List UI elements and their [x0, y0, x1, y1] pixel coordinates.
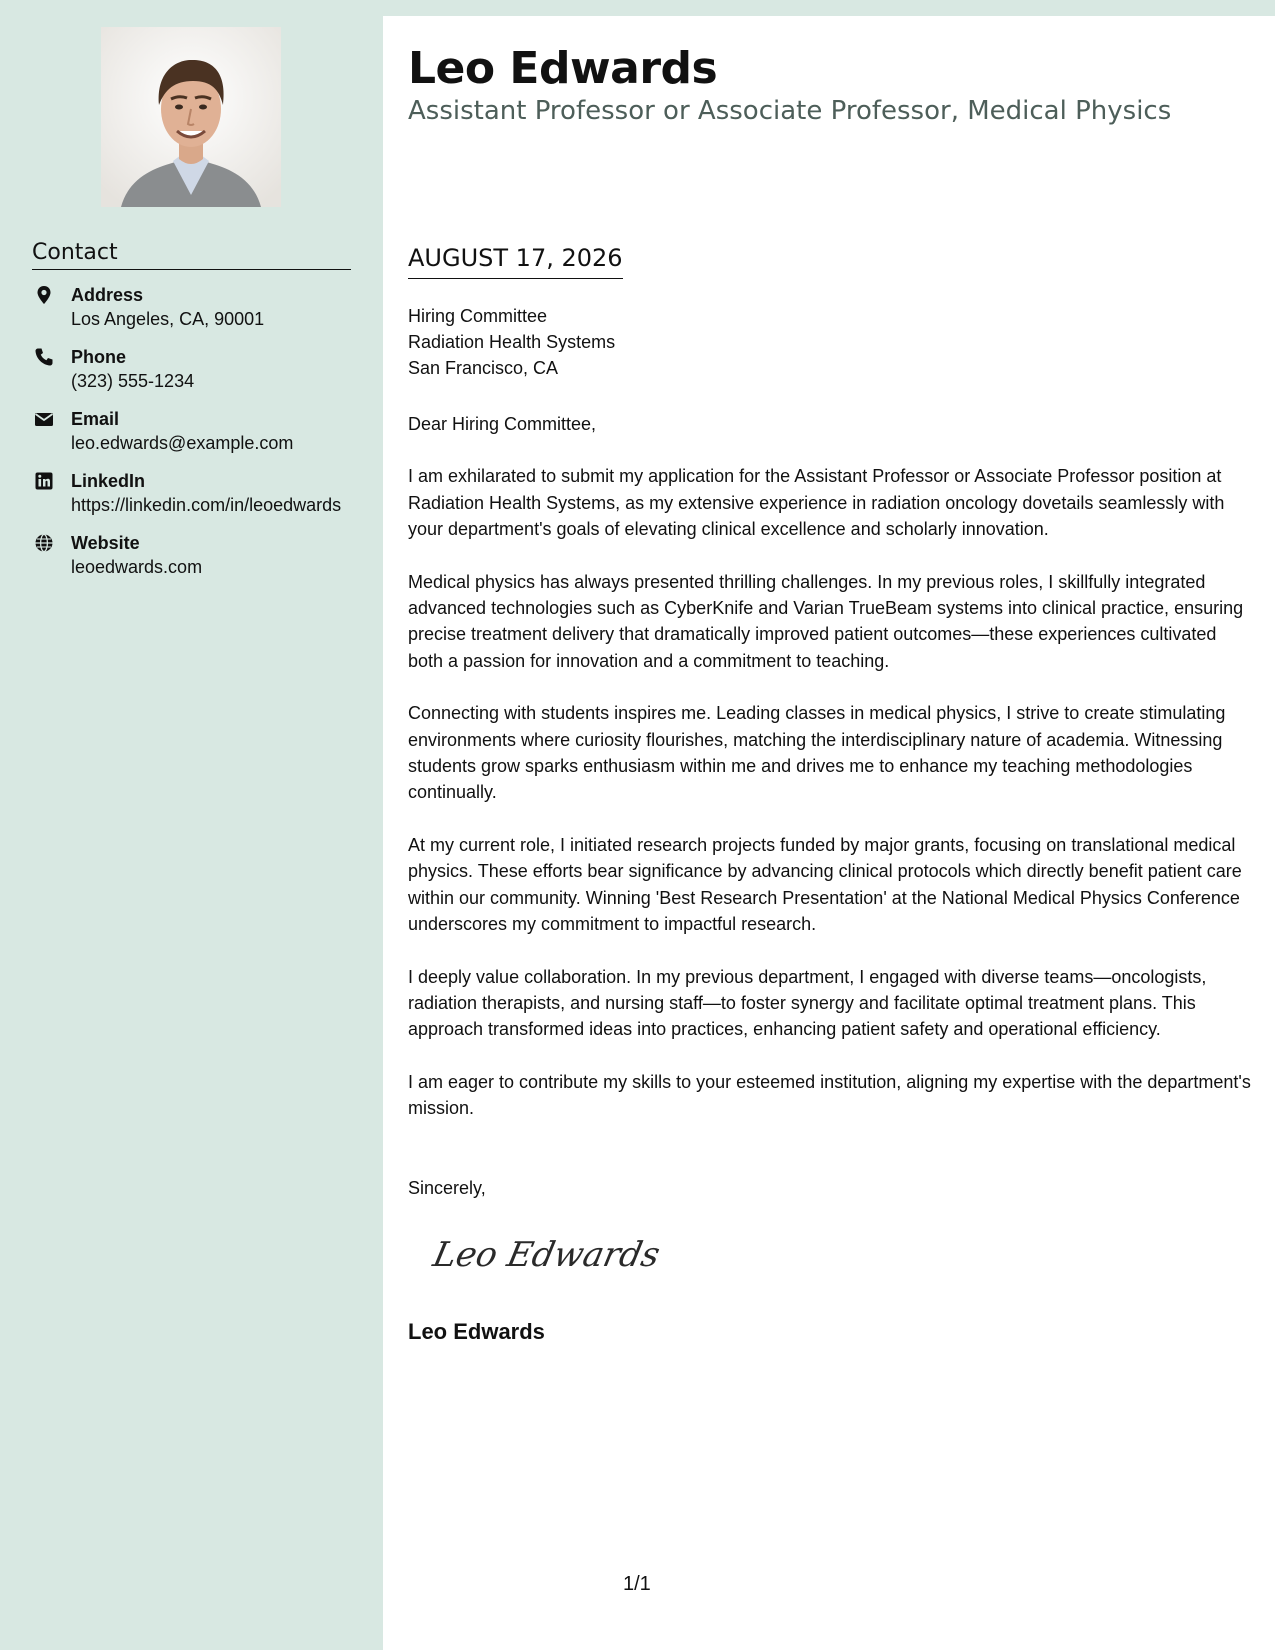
recipient-line: San Francisco, CA: [408, 358, 559, 378]
letter-content: [408, 411, 1253, 1148]
contact-linkedin: [32, 469, 352, 517]
contact-label: Website: [71, 533, 140, 553]
location-pin-icon: [34, 285, 54, 305]
contact-heading: Contact: [32, 240, 351, 270]
envelope-icon: [34, 409, 54, 429]
email-value[interactable]: leo.edwards@example.com: [71, 433, 294, 453]
contact-email: [32, 407, 352, 455]
applicant-name: Leo Edwards: [408, 43, 718, 94]
letter-paragraph: Medical physics has always presented thrilling challenges. In my previous roles, I skillfully integrated advanced technologies such as CyberKnife and Varian TrueBeam systems into clinical practice, ensuring precise treatment delivery that dramatically improved patient outcomes—these experiences cultivated both a passion for innovation and a commitment to teaching.: [408, 571, 1244, 671]
contact-label: Phone: [71, 347, 127, 367]
contact-list: [32, 283, 352, 593]
letter-paragraph: I am eager to contribute my skills to your esteemed institution, aligning my expertise with the department's mission.: [408, 1071, 1251, 1119]
signer-name: Leo Edwards: [408, 1319, 545, 1344]
phone-value[interactable]: (323) 555-1234: [71, 371, 195, 391]
letter-paragraph: Connecting with students inspires me. Leading classes in medical physics, I strive to create stimulating environments where curiosity flourishes, matching the interdisciplinary nature of academia. Witnessing students grow sparks enthusiasm within me and drives me to enhance my teaching methodologies continually.: [408, 703, 1226, 803]
letter-date: AUGUST 17, 2026: [408, 243, 623, 279]
globe-icon: [34, 533, 54, 553]
handwritten-signature: [429, 1226, 664, 1287]
contact-phone: [32, 345, 352, 393]
closing: Sincerely,: [408, 1178, 486, 1198]
job-title: Assistant Professor or Associate Professor, Medical Physics: [408, 96, 1172, 126]
contact-address: [32, 283, 352, 331]
contact-label: Address: [71, 285, 144, 305]
page-number: 1/1: [623, 1573, 651, 1595]
letter-paragraph: At my current role, I initiated research projects funded by major grants, focusing on translational medical physics. These efforts bear significance by advancing clinical protocols which directly benefit patient care within our community. Winning 'Best Research Presentation' at the National Medical Physics Conference underscores my commitment to impactful research.: [408, 834, 1242, 935]
linkedin-value[interactable]: https://linkedin.com/in/leoedwards: [71, 495, 342, 515]
letter-paragraph: I deeply value collaboration. In my previous department, I engaged with diverse teams—oncologists, radiation therapists, and nursing staff—to foster synergy and facilitate optimal treatment plans. This approach transformed ideas into practices, enhancing patient safety and operational efficiency.: [408, 966, 1207, 1040]
recipient-line: Hiring Committee: [408, 306, 548, 326]
recipient-block: [408, 303, 615, 381]
salutation: Dear Hiring Committee,: [408, 414, 597, 434]
letter-paragraph: I am exhilarated to submit my application for the Assistant Professor or Associate Professor position at Radiation Health Systems, as my extensive experience in radiation oncology dovetails seamlessly with your department's goals of elevating clinical excellence and scholarly innovation.: [408, 466, 1225, 540]
recipient-line: Radiation Health Systems: [408, 332, 616, 352]
contact-label: LinkedIn: [71, 471, 146, 491]
svg-text:Leo Edwards: Leo Edwards: [429, 1235, 664, 1275]
address-value: Los Angeles, CA, 90001: [71, 309, 265, 329]
profile-photo: [101, 27, 281, 207]
linkedin-icon: [34, 471, 54, 491]
website-value[interactable]: leoedwards.com: [71, 557, 203, 577]
sidebar: [0, 0, 383, 1650]
contact-website: [32, 531, 352, 579]
phone-icon: [34, 347, 54, 367]
contact-label: Email: [71, 409, 120, 429]
